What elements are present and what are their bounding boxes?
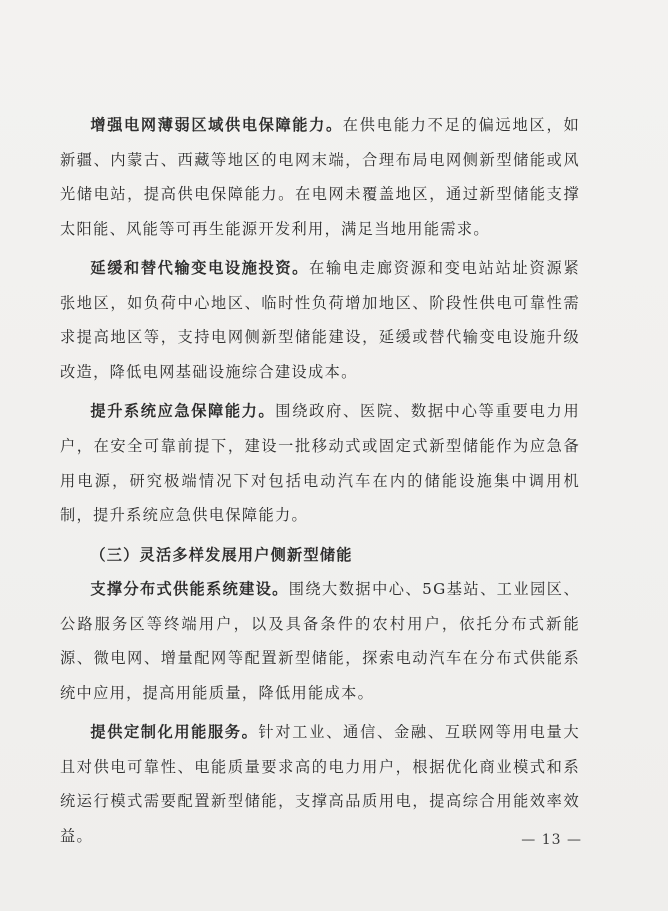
document-body xyxy=(60,108,580,854)
paragraph-lead: 提供定制化用能服务。 xyxy=(90,723,259,742)
paragraph-custom-service xyxy=(60,715,580,853)
paragraph-distributed-energy xyxy=(60,572,580,710)
page-number: — 13 — xyxy=(521,832,582,848)
paragraph-lead: 提升系统应急保障能力。 xyxy=(90,402,276,421)
paragraph-body: 针对工业、通信、金融、互联网等用电量大且对供电可靠性、电能质量要求高的电力用户，根据优化商业模式和系统运行模式需要配置新型储能，支撑高品质用电，提高综合用能效率效益。 xyxy=(60,723,581,846)
section-heading-text: （三）灵活多样发展用户侧新型储能 xyxy=(90,545,353,564)
paragraph-defer-investment xyxy=(60,251,580,389)
paragraph-grid-weak-areas xyxy=(60,108,580,246)
paragraph-body: 围绕政府、医院、数据中心等重要电力用户，在安全可靠前提下，建设一批移动式或固定式新型储能作为应急备用电源，研究极端情况下对包括电动汽车在内的储能设施集中调用机制，提升系统应急供电保障能力。 xyxy=(60,402,580,525)
paragraph-lead: 支撑分布式供能系统建设。 xyxy=(90,580,289,599)
section-heading xyxy=(60,538,580,573)
paragraph-body: 围绕大数据中心、5G基站、工业园区、公路服务区等终端用户，以及具备条件的农村用户，依托分布式新能源、微电网、增量配网等配置新型储能，探索电动汽车在分布式供能系统中应用，提高用能质量，降低用能成本。 xyxy=(60,580,580,702)
paragraph-body: 在输电走廊资源和变电站站址资源紧张地区，如负荷中心地区、临时性负荷增加地区、阶段性供电可靠性需求提高地区等，支持电网侧新型储能建设，延缓或替代输变电设施升级改造，降低电网基础设施综合建设成本。 xyxy=(60,259,580,381)
paragraph-emergency-capability xyxy=(60,394,580,532)
paragraph-body: 在供电能力不足的偏远地区，如新疆、内蒙古、西藏等地区的电网末端，合理布局电网侧新型储能或风光储电站，提高供电保障能力。在电网未覆盖地区，通过新型储能支撑太阳能、风能等可再生能源开发利用，满足当地用能需求。 xyxy=(60,116,581,238)
paragraph-lead: 延缓和替代输变电设施投资。 xyxy=(90,259,309,278)
paragraph-lead: 增强电网薄弱区域供电保障能力。 xyxy=(90,116,343,134)
